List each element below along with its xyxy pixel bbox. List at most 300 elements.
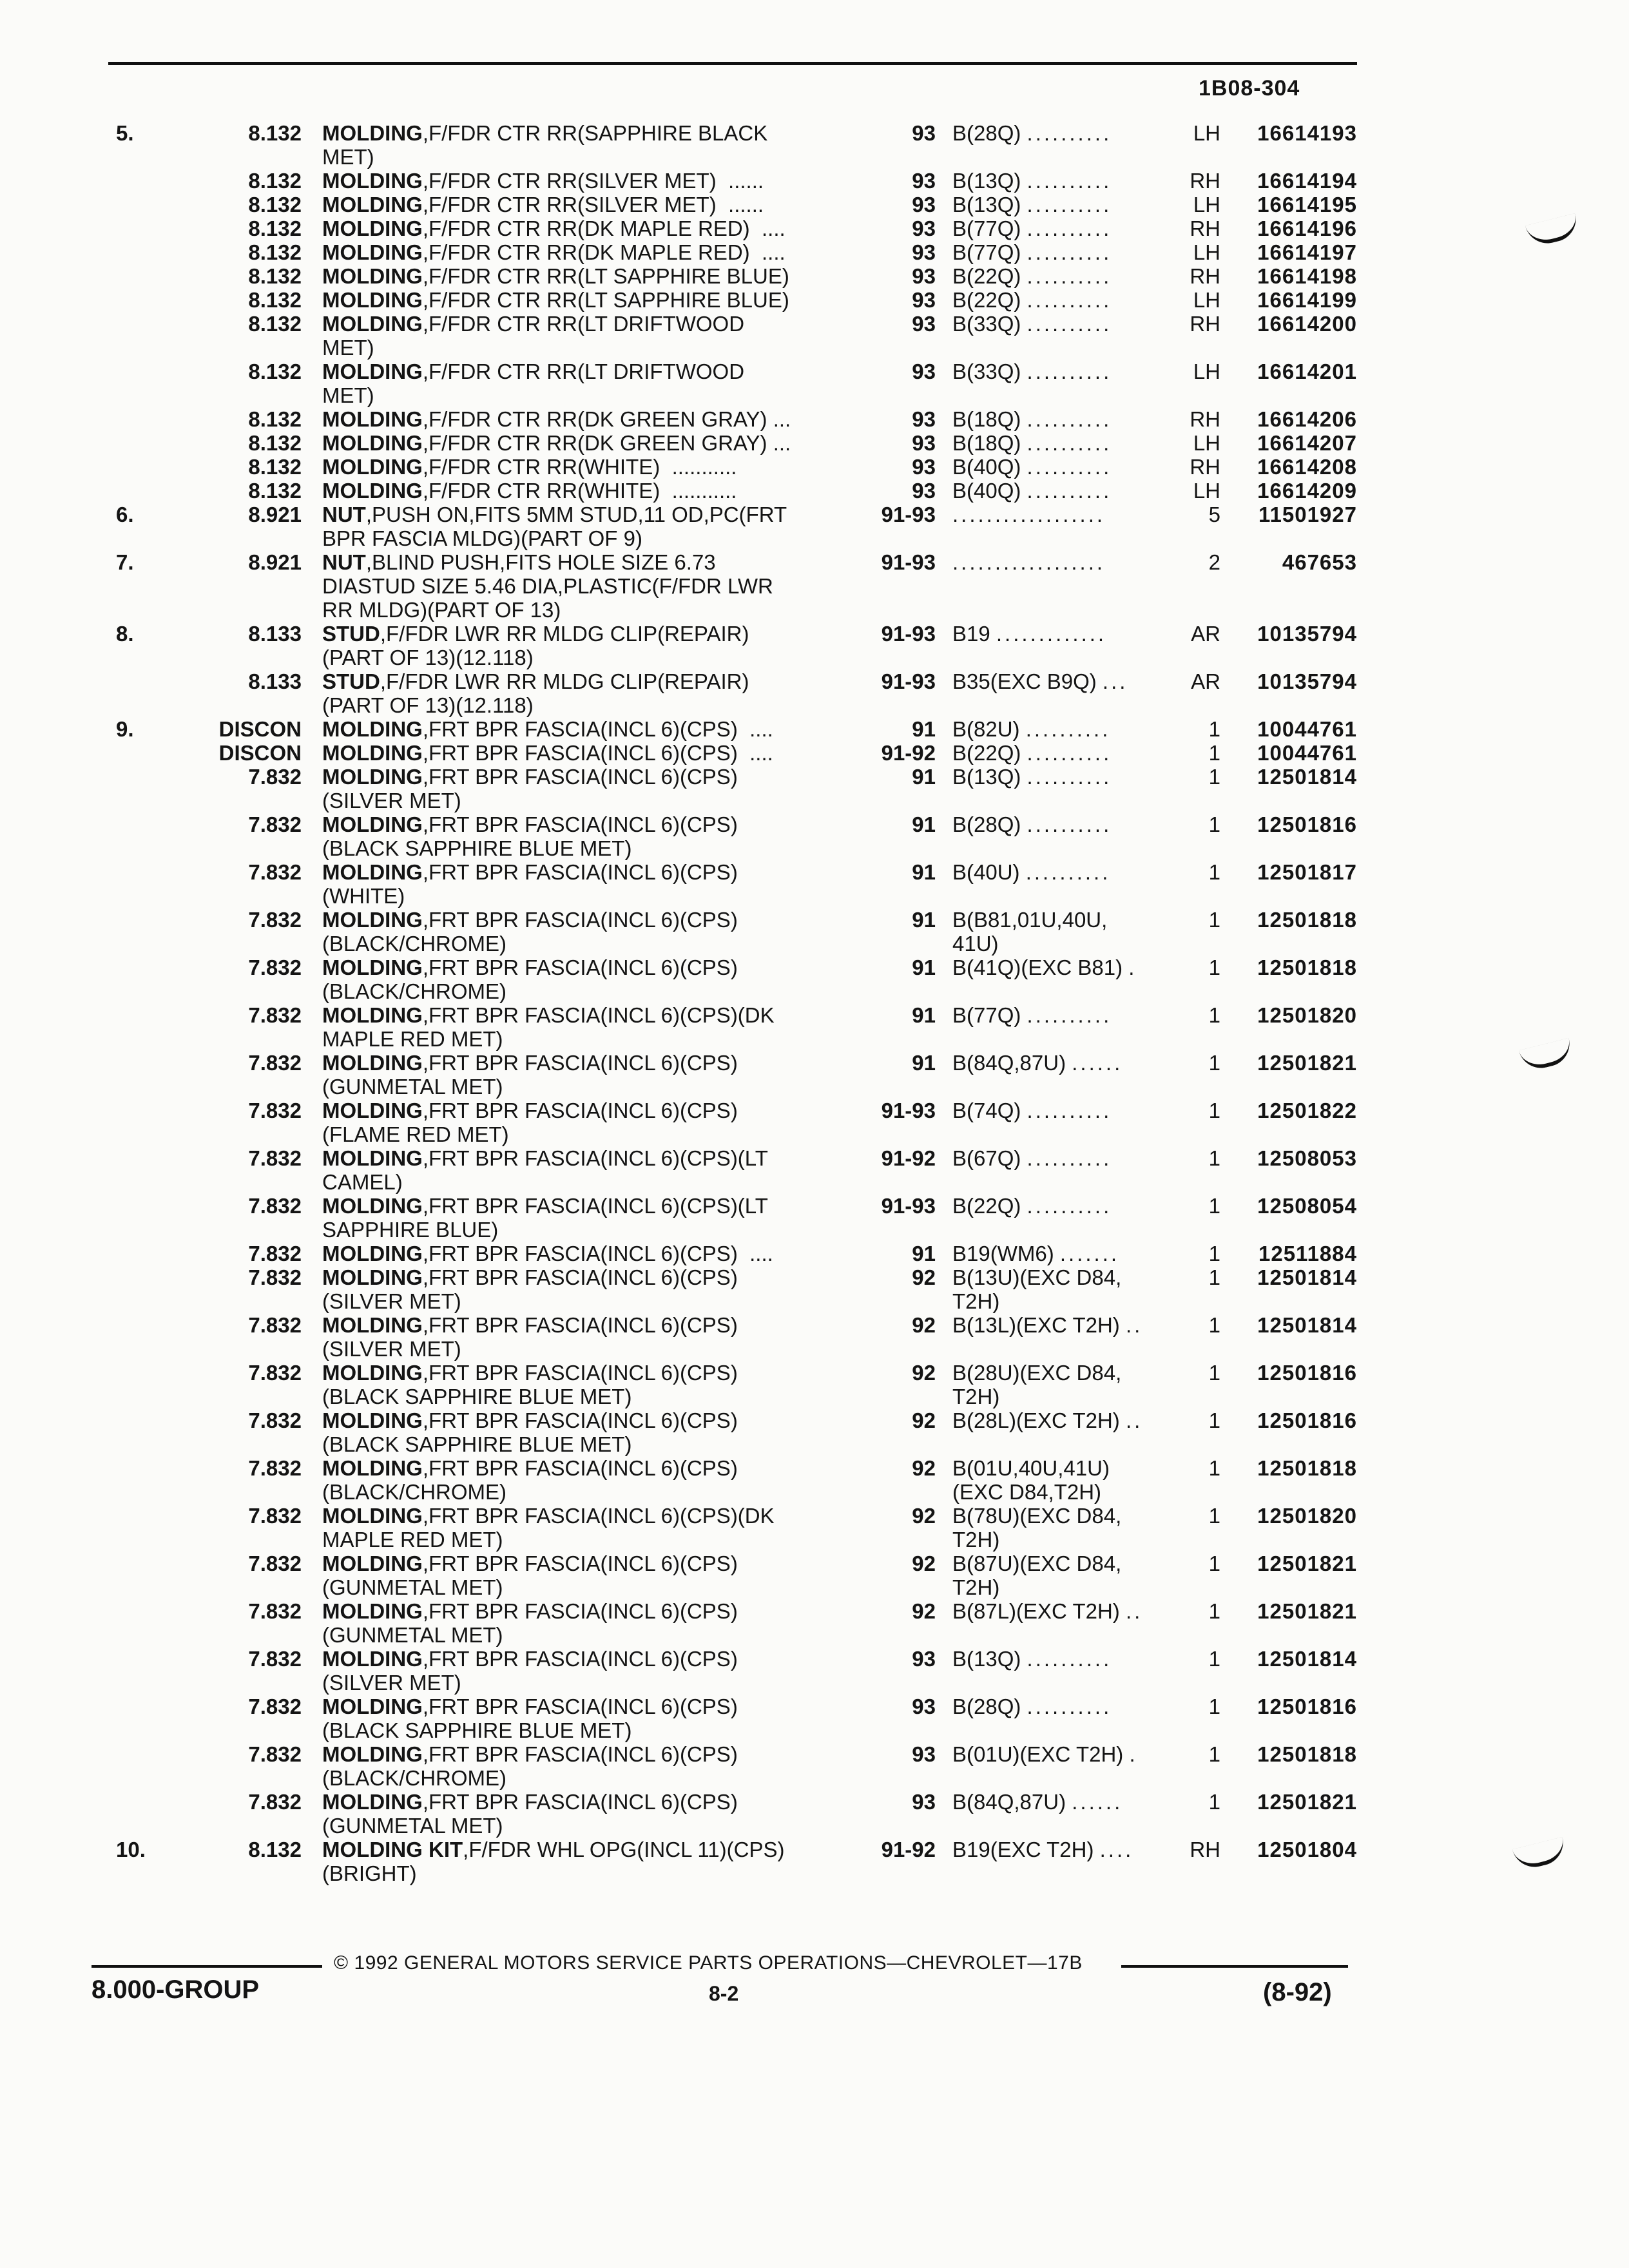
quantity: RH [1190, 312, 1220, 336]
table-row [0, 1099, 1629, 1146]
description-text: (BLACK SAPPHIRE BLUE MET) [322, 836, 632, 860]
option-line [952, 860, 1184, 884]
description-line [322, 1408, 863, 1432]
revision-date: (8-92) [1263, 1978, 1332, 2006]
description-text: (SILVER MET) [322, 1671, 461, 1695]
part-number: 10044761 [1257, 717, 1357, 741]
part-number: 12508054 [1257, 1194, 1357, 1218]
usage-options [952, 121, 1184, 145]
description-text: ,FRT BPR FASCIA(INCL 6)(CPS) [422, 1051, 738, 1075]
description-text: ,FRT BPR FASCIA(INCL 6)(CPS) [422, 860, 738, 884]
quantity: LH [1193, 121, 1220, 145]
quantity: 1 [1208, 812, 1220, 836]
description-text: ,F/FDR LWR RR MLDG CLIP(REPAIR) [380, 669, 749, 693]
part-name: MOLDING [322, 121, 423, 145]
part-number: 16614195 [1257, 193, 1357, 216]
table-row [0, 288, 1629, 312]
usage-options [952, 360, 1184, 383]
usage-options [952, 216, 1184, 240]
part-description [322, 1099, 863, 1146]
group-number: 7.832 [248, 1242, 302, 1265]
table-row [0, 1003, 1629, 1051]
parts-table [0, 121, 1629, 1885]
option-text: B(82U) [952, 717, 1020, 741]
usage-options [952, 741, 1184, 765]
description-text: ,FRT BPR FASCIA(INCL 6)(CPS) .... [422, 717, 773, 741]
table-row [0, 1194, 1629, 1242]
description-line [322, 1623, 863, 1647]
leader-dots: .......... [1027, 216, 1112, 240]
table-row [0, 193, 1629, 216]
part-description [322, 1742, 863, 1790]
description-text: (SILVER MET) [322, 1289, 461, 1313]
description-text: MAPLE RED MET) [322, 1027, 503, 1051]
leader-dots: .................. [952, 503, 1106, 526]
description-text: ,FRT BPR FASCIA(INCL 6)(CPS) [422, 1313, 738, 1337]
usage-options [952, 1194, 1184, 1218]
option-line [952, 479, 1184, 503]
part-number: 12501818 [1257, 908, 1357, 932]
model-years: 91-93 [881, 622, 936, 646]
quantity: 1 [1208, 1504, 1220, 1528]
group-number: 8.921 [248, 503, 302, 526]
model-years: 93 [912, 1790, 936, 1814]
part-name: MOLDING [322, 1051, 423, 1075]
quantity: 2 [1208, 550, 1220, 574]
description-text: ,FRT BPR FASCIA(INCL 6)(CPS) .... [422, 1242, 773, 1265]
description-text: ,F/FDR LWR RR MLDG CLIP(REPAIR) [380, 622, 749, 646]
option-line [952, 1003, 1184, 1027]
description-text: CAMEL) [322, 1170, 403, 1194]
model-years: 92 [912, 1313, 936, 1337]
quantity: LH [1193, 479, 1220, 503]
description-line [322, 884, 863, 908]
description-text: ,PUSH ON,FITS 5MM STUD,11 OD,PC(FRT [365, 503, 787, 526]
quantity: 1 [1208, 1099, 1220, 1122]
usage-options [952, 908, 1184, 956]
description-line [322, 1599, 863, 1623]
description-line [322, 979, 863, 1003]
description-line [322, 526, 863, 550]
description-line [322, 1146, 863, 1170]
description-text: ,FRT BPR FASCIA(INCL 6)(CPS) [422, 1408, 738, 1432]
part-description [322, 1695, 863, 1742]
description-line [322, 812, 863, 836]
part-number: 16614196 [1257, 216, 1357, 240]
description-text: MAPLE RED MET) [322, 1528, 503, 1552]
table-row [0, 1242, 1629, 1265]
leader-dots: .......... [1027, 312, 1112, 336]
table-row [0, 669, 1629, 717]
part-number: 12501818 [1257, 1456, 1357, 1480]
group-number: 7.832 [248, 908, 302, 932]
leader-dots: .......... [1027, 812, 1112, 836]
quantity: 1 [1208, 1552, 1220, 1575]
usage-options [952, 1146, 1184, 1170]
description-text: (BLACK/CHROME) [322, 932, 507, 956]
description-text: MET) [322, 336, 374, 360]
part-number: 10135794 [1257, 622, 1357, 646]
option-text: B(B81,01U,40U, [952, 908, 1108, 932]
group-number: 7.832 [248, 812, 302, 836]
description-text: ,FRT BPR FASCIA(INCL 6)(CPS) [422, 1790, 738, 1814]
description-line [322, 312, 863, 336]
usage-options [952, 812, 1184, 836]
description-line [322, 717, 863, 741]
description-line [322, 264, 863, 288]
option-text: B(84Q,87U) [952, 1051, 1066, 1075]
description-line [322, 145, 863, 169]
usage-options [952, 1313, 1184, 1337]
table-row [0, 550, 1629, 622]
option-text: B19 [952, 622, 990, 646]
part-description [322, 550, 863, 622]
model-years: 93 [912, 455, 936, 479]
description-text: ,FRT BPR FASCIA(INCL 6)(CPS) [422, 1265, 738, 1289]
part-description [322, 479, 863, 503]
description-text: ,FRT BPR FASCIA(INCL 6)(CPS) [422, 908, 738, 932]
option-line [952, 812, 1184, 836]
description-line [322, 1718, 863, 1742]
group-number: 8.132 [248, 216, 302, 240]
model-years: 91-92 [881, 1838, 936, 1861]
leader-dots: ...... [1072, 1790, 1123, 1814]
description-text: ,F/FDR CTR RR(WHITE) ........... [422, 455, 737, 479]
description-line [322, 1337, 863, 1361]
option-line [952, 1575, 1184, 1599]
description-line [322, 1814, 863, 1838]
option-text: B35(EXC B9Q) [952, 669, 1097, 693]
usage-options [952, 264, 1184, 288]
option-line [952, 765, 1184, 789]
part-name: MOLDING [322, 1242, 423, 1265]
table-row [0, 216, 1629, 240]
usage-options [952, 455, 1184, 479]
model-years: 93 [912, 169, 936, 193]
table-row [0, 1146, 1629, 1194]
model-years: 93 [912, 360, 936, 383]
leader-dots: ... [1102, 669, 1128, 693]
description-line [322, 1194, 863, 1218]
option-text: B(87U)(EXC D84, [952, 1552, 1122, 1575]
model-years: 91 [912, 908, 936, 932]
option-line [952, 932, 1184, 956]
table-row [0, 717, 1629, 741]
part-number: 12501816 [1257, 1361, 1357, 1385]
option-line [952, 1528, 1184, 1552]
leader-dots: .......... [1027, 264, 1112, 288]
group-number: 8.132 [248, 431, 302, 455]
part-name: MOLDING [322, 741, 423, 765]
description-line [322, 193, 863, 216]
description-text: (BRIGHT) [322, 1861, 417, 1885]
part-description [322, 1051, 863, 1099]
description-line [322, 693, 863, 717]
description-line [322, 1313, 863, 1337]
description-line [322, 1051, 863, 1075]
part-description [322, 312, 863, 360]
description-line [322, 836, 863, 860]
description-text: ,F/FDR CTR RR(LT DRIFTWOOD [422, 312, 745, 336]
option-line [952, 121, 1184, 145]
description-line [322, 1838, 863, 1861]
description-text: ,FRT BPR FASCIA(INCL 6)(CPS)(LT [422, 1194, 768, 1218]
table-row [0, 503, 1629, 550]
part-name: MOLDING [322, 860, 423, 884]
part-number: 12501814 [1257, 1313, 1357, 1337]
part-number: 16614193 [1257, 121, 1357, 145]
description-line [322, 455, 863, 479]
option-text: B(13Q) [952, 765, 1021, 789]
quantity: 1 [1208, 1265, 1220, 1289]
model-years: 93 [912, 407, 936, 431]
part-number: 12501821 [1257, 1552, 1357, 1575]
part-name: MOLDING [322, 717, 423, 741]
option-line [952, 360, 1184, 383]
part-description [322, 717, 863, 741]
group-number: 7.832 [248, 1552, 302, 1575]
usage-options [952, 240, 1184, 264]
description-text: ,FRT BPR FASCIA(INCL 6)(CPS) [422, 1456, 738, 1480]
option-text: B(22Q) [952, 741, 1021, 765]
description-text: ,F/FDR CTR RR(DK GREEN GRAY) ... [422, 407, 791, 431]
usage-options [952, 1456, 1184, 1504]
description-line [322, 1075, 863, 1099]
model-years: 92 [912, 1599, 936, 1623]
part-description [322, 1408, 863, 1456]
description-text: (GUNMETAL MET) [322, 1575, 503, 1599]
model-years: 93 [912, 121, 936, 145]
page-id: 1B08-304 [1199, 76, 1300, 101]
part-name: MOLDING [322, 1313, 423, 1337]
usage-options [952, 1552, 1184, 1599]
description-text: (FLAME RED MET) [322, 1122, 509, 1146]
option-text: B(28Q) [952, 812, 1021, 836]
quantity: RH [1190, 264, 1220, 288]
usage-options [952, 717, 1184, 741]
option-line [952, 717, 1184, 741]
part-number: 12501818 [1257, 956, 1357, 979]
part-number: 10135794 [1257, 669, 1357, 693]
description-line [322, 1575, 863, 1599]
table-row [0, 908, 1629, 956]
description-line [322, 336, 863, 360]
part-number: 16614208 [1257, 455, 1357, 479]
part-name: MOLDING [322, 431, 423, 455]
description-line [322, 240, 863, 264]
model-years: 93 [912, 193, 936, 216]
part-number: 12501804 [1257, 1838, 1357, 1861]
option-text: B(28Q) [952, 1695, 1021, 1718]
option-line [952, 1647, 1184, 1671]
option-text: B(40Q) [952, 479, 1021, 503]
part-name: MOLDING [322, 1504, 423, 1528]
table-row [0, 741, 1629, 765]
group-number: 7.832 [248, 1647, 302, 1671]
leader-dots: .......... [1027, 1003, 1112, 1027]
part-description [322, 455, 863, 479]
part-description [322, 240, 863, 264]
quantity: 1 [1208, 765, 1220, 789]
description-text: ,FRT BPR FASCIA(INCL 6)(CPS) [422, 1099, 738, 1122]
usage-options [952, 622, 1184, 646]
part-name: MOLDING [322, 216, 423, 240]
part-description [322, 1003, 863, 1051]
part-description [322, 288, 863, 312]
description-line [322, 431, 863, 455]
option-line [952, 1552, 1184, 1575]
part-description [322, 264, 863, 288]
part-name: MOLDING [322, 1695, 423, 1718]
model-years: 92 [912, 1504, 936, 1528]
leader-dots: .......... [1027, 479, 1112, 503]
group-number: 7.832 [248, 765, 302, 789]
quantity: 1 [1208, 1695, 1220, 1718]
part-number: 12501820 [1257, 1504, 1357, 1528]
description-line [322, 503, 863, 526]
group-number: 7.832 [248, 1695, 302, 1718]
usage-options [952, 1099, 1184, 1122]
part-name: MOLDING [322, 1599, 423, 1623]
quantity: 1 [1208, 1313, 1220, 1337]
option-line [952, 741, 1184, 765]
leader-dots: .......... [1027, 240, 1112, 264]
ref-number: 8. [116, 622, 134, 646]
group-number: 8.132 [248, 479, 302, 503]
description-line [322, 1552, 863, 1575]
part-name: STUD [322, 622, 380, 646]
part-number: 16614201 [1257, 360, 1357, 383]
table-row [0, 1790, 1629, 1838]
option-line [952, 1742, 1184, 1766]
description-text: (SILVER MET) [322, 789, 461, 812]
quantity: LH [1193, 431, 1220, 455]
usage-options [952, 193, 1184, 216]
part-number: 16614206 [1257, 407, 1357, 431]
part-name: MOLDING [322, 1408, 423, 1432]
option-text: B(33Q) [952, 312, 1021, 336]
usage-options [952, 1265, 1184, 1313]
description-text: SAPPHIRE BLUE) [322, 1218, 499, 1242]
table-row [0, 240, 1629, 264]
leader-dots: ....... [1059, 1242, 1120, 1265]
usage-options [952, 1361, 1184, 1408]
group-number: 7.832 [248, 1361, 302, 1385]
option-line [952, 1289, 1184, 1313]
model-years: 91-93 [881, 503, 936, 526]
description-text: ,F/FDR CTR RR(DK MAPLE RED) .... [422, 240, 786, 264]
option-text: B(13U)(EXC D84, [952, 1265, 1122, 1289]
description-text: ,F/FDR CTR RR(WHITE) ........... [422, 479, 737, 503]
quantity: LH [1193, 288, 1220, 312]
group-number: 8.132 [248, 264, 302, 288]
description-line [322, 1432, 863, 1456]
quantity: 1 [1208, 1408, 1220, 1432]
part-description [322, 503, 863, 550]
group-number: 8.132 [248, 169, 302, 193]
description-line [322, 1456, 863, 1480]
description-line [322, 121, 863, 145]
leader-dots: .......... [1027, 741, 1112, 765]
model-years: 91 [912, 1242, 936, 1265]
model-years: 91 [912, 812, 936, 836]
part-name: STUD [322, 669, 380, 693]
part-description [322, 193, 863, 216]
description-text: ,F/FDR CTR RR(LT SAPPHIRE BLUE) [422, 264, 789, 288]
table-row [0, 1742, 1629, 1790]
model-years: 91 [912, 956, 936, 979]
quantity: LH [1193, 360, 1220, 383]
part-name: MOLDING [322, 407, 423, 431]
part-name: MOLDING [322, 240, 423, 264]
group-label: 8.000-GROUP [92, 1975, 260, 2004]
description-text: (BLACK SAPPHIRE BLUE MET) [322, 1385, 632, 1408]
option-line [952, 1480, 1184, 1504]
usage-options [952, 1242, 1184, 1265]
description-line [322, 1528, 863, 1552]
table-row [0, 407, 1629, 431]
model-years: 93 [912, 431, 936, 455]
part-name: MOLDING [322, 1742, 423, 1766]
description-text: ,FRT BPR FASCIA(INCL 6)(CPS) [422, 1599, 738, 1623]
option-text: B(84Q,87U) [952, 1790, 1066, 1814]
part-name: MOLDING [322, 1099, 423, 1122]
table-row [0, 622, 1629, 669]
part-description [322, 1647, 863, 1695]
quantity: RH [1190, 1838, 1220, 1861]
option-line [952, 1790, 1184, 1814]
group-number: 8.132 [248, 407, 302, 431]
group-number: 7.832 [248, 1003, 302, 1027]
model-years: 91-93 [881, 550, 936, 574]
quantity: LH [1193, 193, 1220, 216]
description-line [322, 1218, 863, 1242]
part-number: 12501821 [1257, 1599, 1357, 1623]
description-line [322, 1003, 863, 1027]
part-description [322, 121, 863, 169]
ref-number: 5. [116, 121, 134, 145]
description-text: (PART OF 13)(12.118) [322, 646, 534, 669]
model-years: 92 [912, 1265, 936, 1289]
part-name: NUT [322, 503, 366, 526]
quantity: 1 [1208, 1003, 1220, 1027]
option-text: B(22Q) [952, 288, 1021, 312]
group-number: 7.832 [248, 1504, 302, 1528]
part-description [322, 1361, 863, 1408]
usage-options [952, 860, 1184, 884]
option-text: 41U) [952, 932, 999, 956]
model-years: 92 [912, 1552, 936, 1575]
part-description [322, 622, 863, 669]
quantity: 1 [1208, 717, 1220, 741]
model-years: 91-93 [881, 1194, 936, 1218]
leader-dots: .......... [1027, 169, 1112, 193]
option-text: B(01U)(EXC T2H) [952, 1742, 1124, 1766]
description-text: (BLACK/CHROME) [322, 1766, 507, 1790]
ref-number: 6. [116, 503, 134, 526]
part-description [322, 765, 863, 812]
usage-options [952, 288, 1184, 312]
option-line [952, 1099, 1184, 1122]
part-number: 16614200 [1257, 312, 1357, 336]
description-line [322, 169, 863, 193]
part-number: 12501816 [1257, 1408, 1357, 1432]
description-text: (SILVER MET) [322, 1337, 461, 1361]
quantity: 1 [1208, 1742, 1220, 1766]
usage-options [952, 1742, 1184, 1766]
table-row [0, 1838, 1629, 1885]
option-text: B(22Q) [952, 264, 1021, 288]
